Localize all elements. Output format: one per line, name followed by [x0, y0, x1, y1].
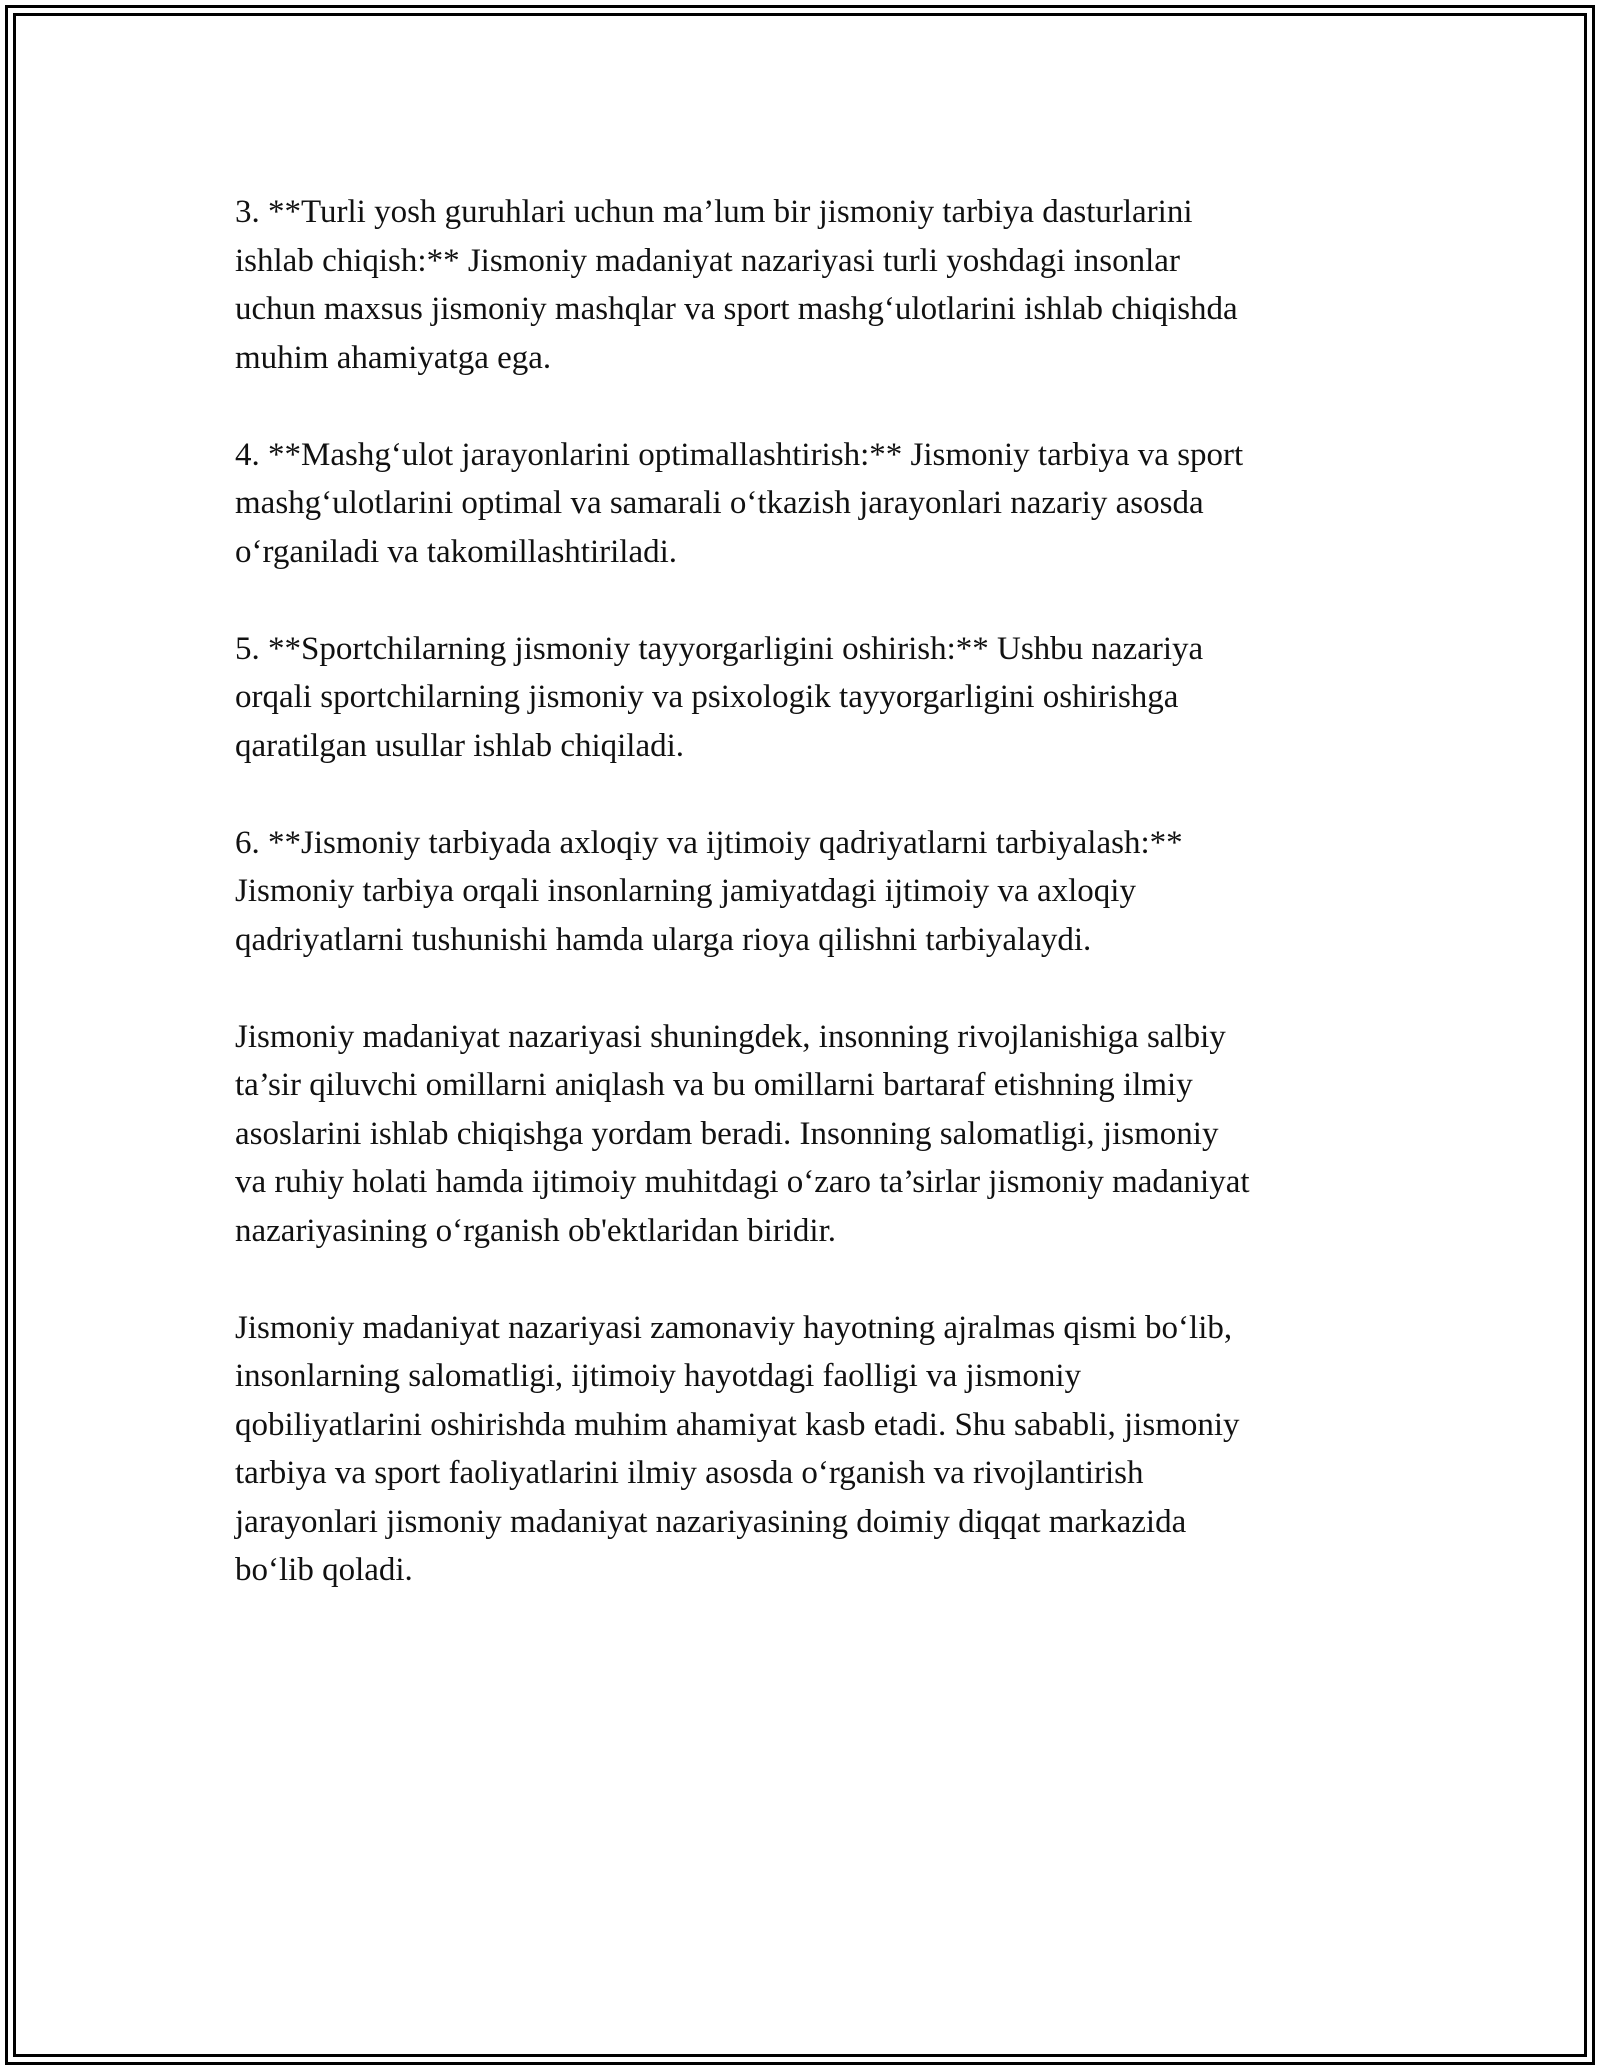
text-line: uchun maxsus jismoniy mashqlar va sport mashg‘ulotlarini ishlab chiqishda: [235, 291, 1238, 327]
text-line: Jismoniy madaniyat nazariyasi shuningdek, insonning rivojlanishiga salbiy: [235, 1018, 1226, 1055]
paragraph-item-5: [235, 625, 1395, 771]
paragraph-item-3: [235, 188, 1395, 382]
text-line: ishlab chiqish:** Jismoniy madaniyat nazariyasi turli yoshdagi insonlar: [235, 242, 1180, 279]
text-line: ta’sir qiluvchi omillarni aniqlash va bu omillarni bartaraf etishning ilmiy: [235, 1067, 1193, 1103]
document-body: [235, 188, 1395, 1595]
text-line: 5. **Sportchilarning jismoniy tayyorgarligini oshirish:** Ushbu nazariya: [235, 630, 1204, 667]
text-line: 6. **Jismoniy tarbiyada axloqiy va ijtimoiy qadriyatlarni tarbiyalash:**: [235, 824, 1183, 861]
paragraph-body-2: [235, 1304, 1395, 1595]
text-line: 3. **Turli yosh guruhlari uchun ma’lum bir jismoniy tarbiya dasturlarini: [235, 194, 1193, 230]
text-line: mashg‘ulotlarini optimal va samarali o‘tkazish jarayonlari nazariy asosda: [235, 485, 1204, 521]
text-line: Jismoniy tarbiya orqali insonlarning jamiyatdagi ijtimoiy va axloqiy: [235, 873, 1136, 909]
text-line: va ruhiy holati hamda ijtimoiy muhitdagi o‘zaro ta’sirlar jismoniy madaniyat: [235, 1164, 1250, 1200]
paragraph-body-1: [235, 1013, 1395, 1256]
text-line: jarayonlari jismoniy madaniyat nazariyasining doimiy diqqat markazida: [235, 1503, 1187, 1540]
text-line: qadriyatlarni tushunishi hamda ularga rioya qilishni tarbiyalaydi.: [235, 921, 1092, 958]
text-line: muhim ahamiyatga ega.: [235, 339, 552, 376]
text-line: nazariyasining o‘rganish ob'ektlaridan biridir.: [235, 1212, 837, 1249]
text-line: 4. **Mashg‘ulot jarayonlarini optimallashtirish:** Jismoniy tarbiya va sport: [235, 436, 1244, 473]
paragraph-item-4: [235, 431, 1395, 577]
text-line: qobiliyatlarini oshirishda muhim ahamiyat kasb etadi. Shu sababli, jismoniy: [235, 1406, 1240, 1443]
text-line: tarbiya va sport faoliyatlarini ilmiy asosda o‘rganish va rivojlantirish: [235, 1455, 1144, 1491]
text-line: qaratilgan usullar ishlab chiqiladi.: [235, 727, 685, 764]
text-line: o‘rganiladi va takomillashtiriladi.: [235, 533, 678, 570]
paragraph-item-6: [235, 819, 1395, 965]
text-line: asoslarini ishlab chiqishga yordam beradi. Insonning salomatligi, jismoniy: [235, 1115, 1219, 1152]
text-line: bo‘lib qoladi.: [235, 1552, 413, 1588]
text-line: Jismoniy madaniyat nazariyasi zamonaviy hayotning ajralmas qismi bo‘lib,: [235, 1309, 1233, 1346]
text-line: orqali sportchilarning jismoniy va psixologik tayyorgarligini oshirishga: [235, 679, 1179, 715]
text-line: insonlarning salomatligi, ijtimoiy hayotdagi faolligi va jismoniy: [235, 1358, 1081, 1394]
